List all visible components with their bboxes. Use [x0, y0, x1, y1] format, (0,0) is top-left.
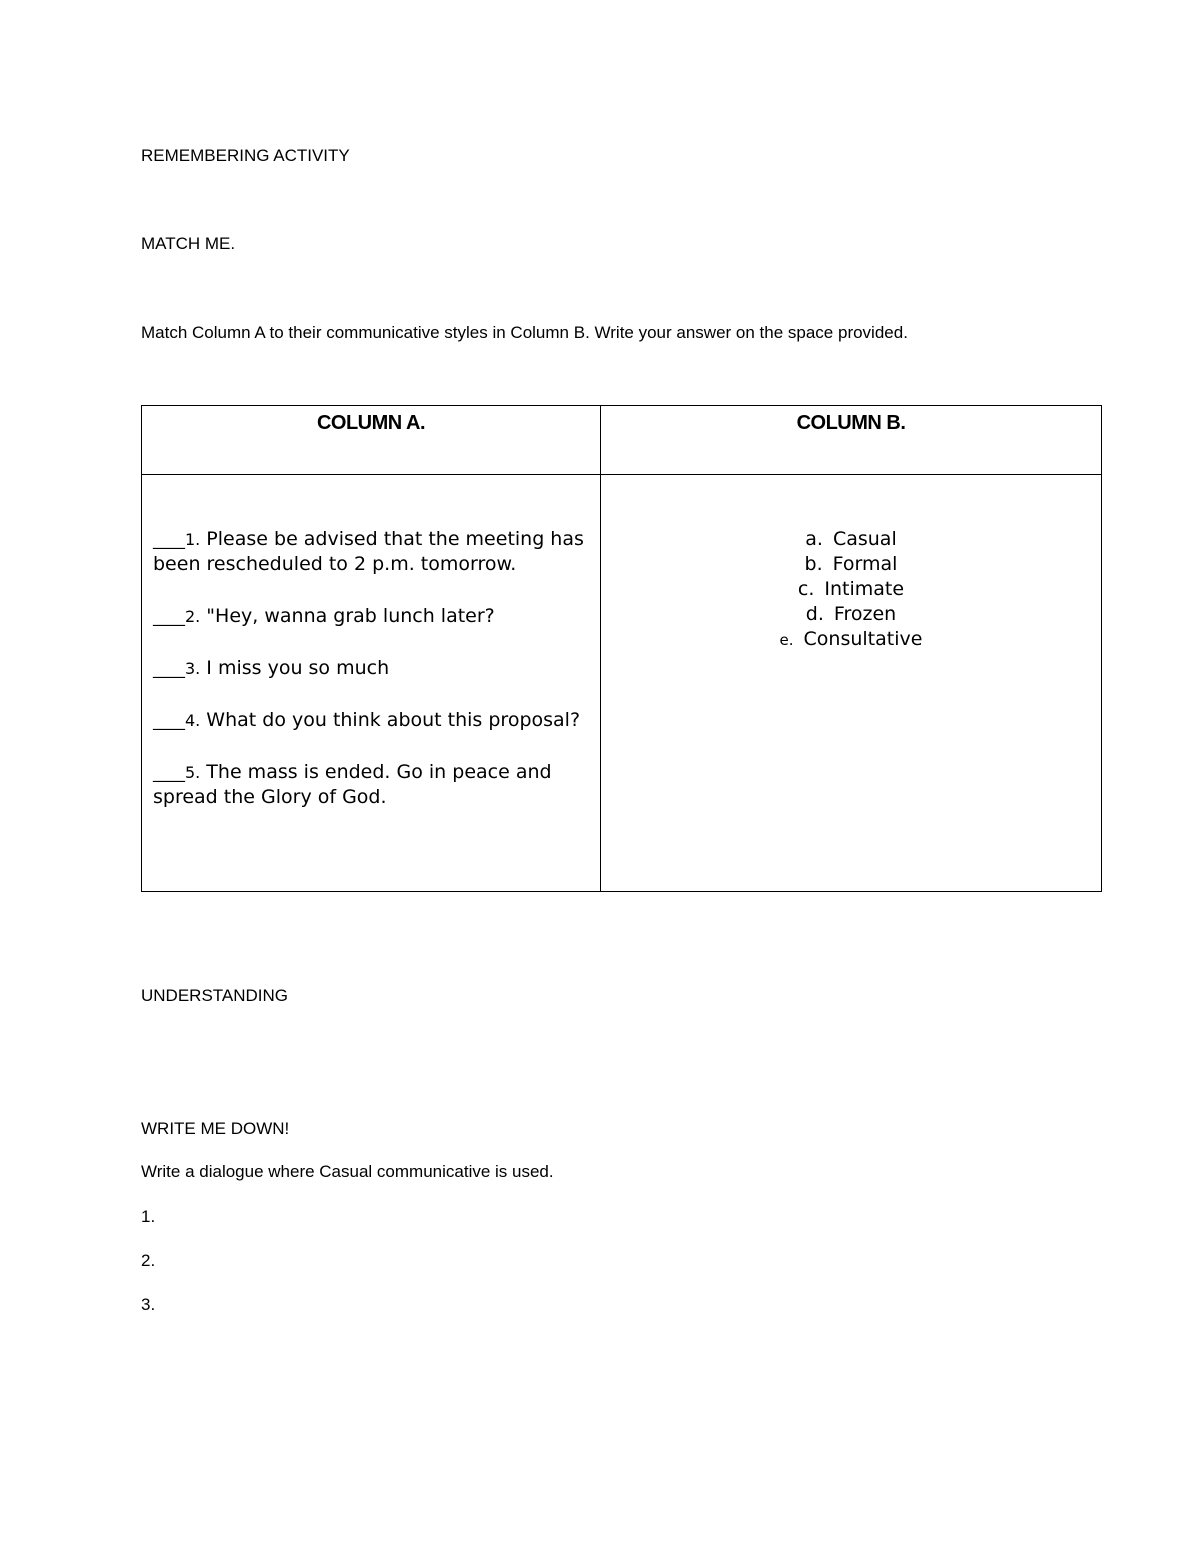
item-number: 1.	[185, 530, 201, 549]
list-item	[153, 527, 590, 577]
understanding-title: UNDERSTANDING	[141, 986, 289, 1005]
item-number: 5.	[185, 763, 201, 782]
column-a-items	[142, 475, 600, 810]
answer-blank: ____	[153, 530, 185, 549]
item-text: I miss you so much	[200, 657, 390, 679]
choice-letter: d.	[805, 603, 824, 625]
choice-letter: e.	[779, 631, 794, 649]
answer-blank: ____	[153, 607, 185, 626]
choice-label: Frozen	[833, 603, 897, 625]
list-item	[153, 760, 590, 810]
item-number: 3.	[185, 659, 201, 678]
column-b-choices	[601, 475, 1101, 653]
answer-number-2: 2.	[141, 1251, 156, 1270]
choice-label: Intimate	[824, 578, 905, 600]
choice-label: Consultative	[803, 628, 923, 650]
choice-label: Formal	[832, 553, 898, 575]
match-instructions: Match Column A to their communicative styles in Column B. Write your answer on the space provided.	[141, 323, 908, 342]
answer-number-1: 1.	[141, 1207, 156, 1226]
column-a-header: COLUMN A.	[316, 412, 426, 434]
list-item	[153, 604, 590, 629]
choice-letter: b.	[804, 553, 823, 575]
choice-item	[601, 627, 1101, 653]
choice-letter: a.	[805, 528, 823, 550]
dialogue-instruction: Write a dialogue where Casual communicative is used.	[141, 1162, 554, 1181]
column-b-header: COLUMN B.	[796, 412, 906, 434]
table-header-row	[142, 406, 1102, 475]
item-number: 4.	[185, 711, 201, 730]
answer-blank: ____	[153, 659, 185, 678]
list-item	[153, 708, 590, 733]
item-text: The mass is ended. Go in peace and spread the Glory of God.	[153, 761, 552, 808]
answer-number-3: 3.	[141, 1295, 156, 1314]
choice-item	[601, 527, 1101, 552]
item-text: What do you think about this proposal?	[200, 709, 581, 731]
column-b-header-cell	[601, 406, 1102, 475]
item-text: Please be advised that the meeting has been rescheduled to 2 p.m. tomorrow.	[153, 528, 584, 575]
column-a-cell	[142, 475, 601, 892]
choice-letter: c.	[797, 578, 815, 600]
list-item	[153, 656, 590, 681]
choice-item	[601, 577, 1101, 602]
answer-blank: ____	[153, 763, 185, 782]
choice-label: Casual	[832, 528, 897, 550]
match-me-heading: MATCH ME.	[141, 234, 236, 253]
matching-table	[141, 405, 1102, 892]
table-body-row	[142, 475, 1102, 892]
item-number: 2.	[185, 607, 201, 626]
column-b-cell	[601, 475, 1102, 892]
column-a-header-cell	[142, 406, 601, 475]
choice-item	[601, 602, 1101, 627]
remembering-activity-title: REMEMBERING ACTIVITY	[141, 146, 350, 165]
answer-blank: ____	[153, 711, 185, 730]
item-text: "Hey, wanna grab lunch later?	[200, 605, 495, 627]
write-me-down-heading: WRITE ME DOWN!	[141, 1119, 290, 1138]
choice-item	[601, 552, 1101, 577]
